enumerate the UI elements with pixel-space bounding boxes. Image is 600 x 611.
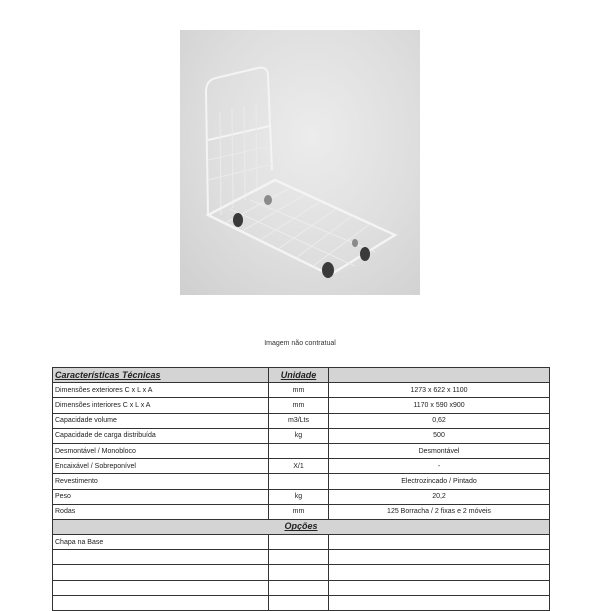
cell-value: 1273 x 622 x 1100: [329, 383, 550, 398]
cell-unit: [269, 535, 329, 550]
cell-unit: mm: [269, 504, 329, 519]
cell-label: [53, 550, 269, 565]
cell-label: Peso: [53, 489, 269, 504]
table-row: [53, 398, 550, 413]
table-row: [53, 535, 550, 550]
cell-unit: m3/Lts: [269, 413, 329, 428]
cell-value: [329, 595, 550, 610]
table-row: [53, 413, 550, 428]
header-unit: Unidade: [269, 368, 329, 383]
cell-label: Rodas: [53, 504, 269, 519]
cell-value: 0,62: [329, 413, 550, 428]
options-title: Opções: [53, 519, 550, 534]
cell-label: Dimensões interiores C x L x A: [53, 398, 269, 413]
table-row: [53, 595, 550, 610]
table-row: [53, 489, 550, 504]
cell-unit: kg: [269, 428, 329, 443]
cell-value: [329, 580, 550, 595]
cell-value: [329, 565, 550, 580]
cell-unit: kg: [269, 489, 329, 504]
cell-label: Dimensões exteriores C x L x A: [53, 383, 269, 398]
cell-value: [329, 550, 550, 565]
cell-unit: [269, 550, 329, 565]
cell-value: 1170 x 590 x900: [329, 398, 550, 413]
table-row: [53, 459, 550, 474]
cell-unit: [269, 580, 329, 595]
cell-label: Chapa na Base: [53, 535, 269, 550]
table-row: [53, 383, 550, 398]
table-row: [53, 550, 550, 565]
table-row: [53, 580, 550, 595]
table-row: [53, 565, 550, 580]
cell-value: [329, 535, 550, 550]
header-characteristics: Características Técnicas: [53, 368, 269, 383]
cell-label: Encaixável / Sobreponível: [53, 459, 269, 474]
cell-value: Electrozincado / Pintado: [329, 474, 550, 489]
image-caption: Imagem não contratual: [264, 340, 336, 347]
table-header-row: [53, 368, 550, 383]
table-row: [53, 428, 550, 443]
cell-unit: [269, 474, 329, 489]
cell-value: Desmontável: [329, 443, 550, 458]
specifications-table: [52, 367, 550, 611]
options-header-row: [53, 519, 550, 534]
cell-unit: mm: [269, 398, 329, 413]
cell-unit: X/1: [269, 459, 329, 474]
cell-value: 20,2: [329, 489, 550, 504]
cell-value: -: [329, 459, 550, 474]
cell-label: [53, 595, 269, 610]
table-row: [53, 474, 550, 489]
table-row: [53, 443, 550, 458]
cell-value: 500: [329, 428, 550, 443]
cell-unit: [269, 443, 329, 458]
cell-label: Capacidade de carga distribuída: [53, 428, 269, 443]
cell-label: Desmontável / Monobloco: [53, 443, 269, 458]
product-image: [180, 30, 420, 295]
cell-unit: [269, 565, 329, 580]
cell-label: Revestimento: [53, 474, 269, 489]
cell-label: [53, 565, 269, 580]
trolley-illustration: [180, 30, 420, 295]
cell-unit: mm: [269, 383, 329, 398]
cell-value: 125 Borracha / 2 fixas e 2 móveis: [329, 504, 550, 519]
cell-label: [53, 580, 269, 595]
cell-unit: [269, 595, 329, 610]
header-value: [329, 368, 550, 383]
cell-label: Capacidade volume: [53, 413, 269, 428]
table-row: [53, 504, 550, 519]
